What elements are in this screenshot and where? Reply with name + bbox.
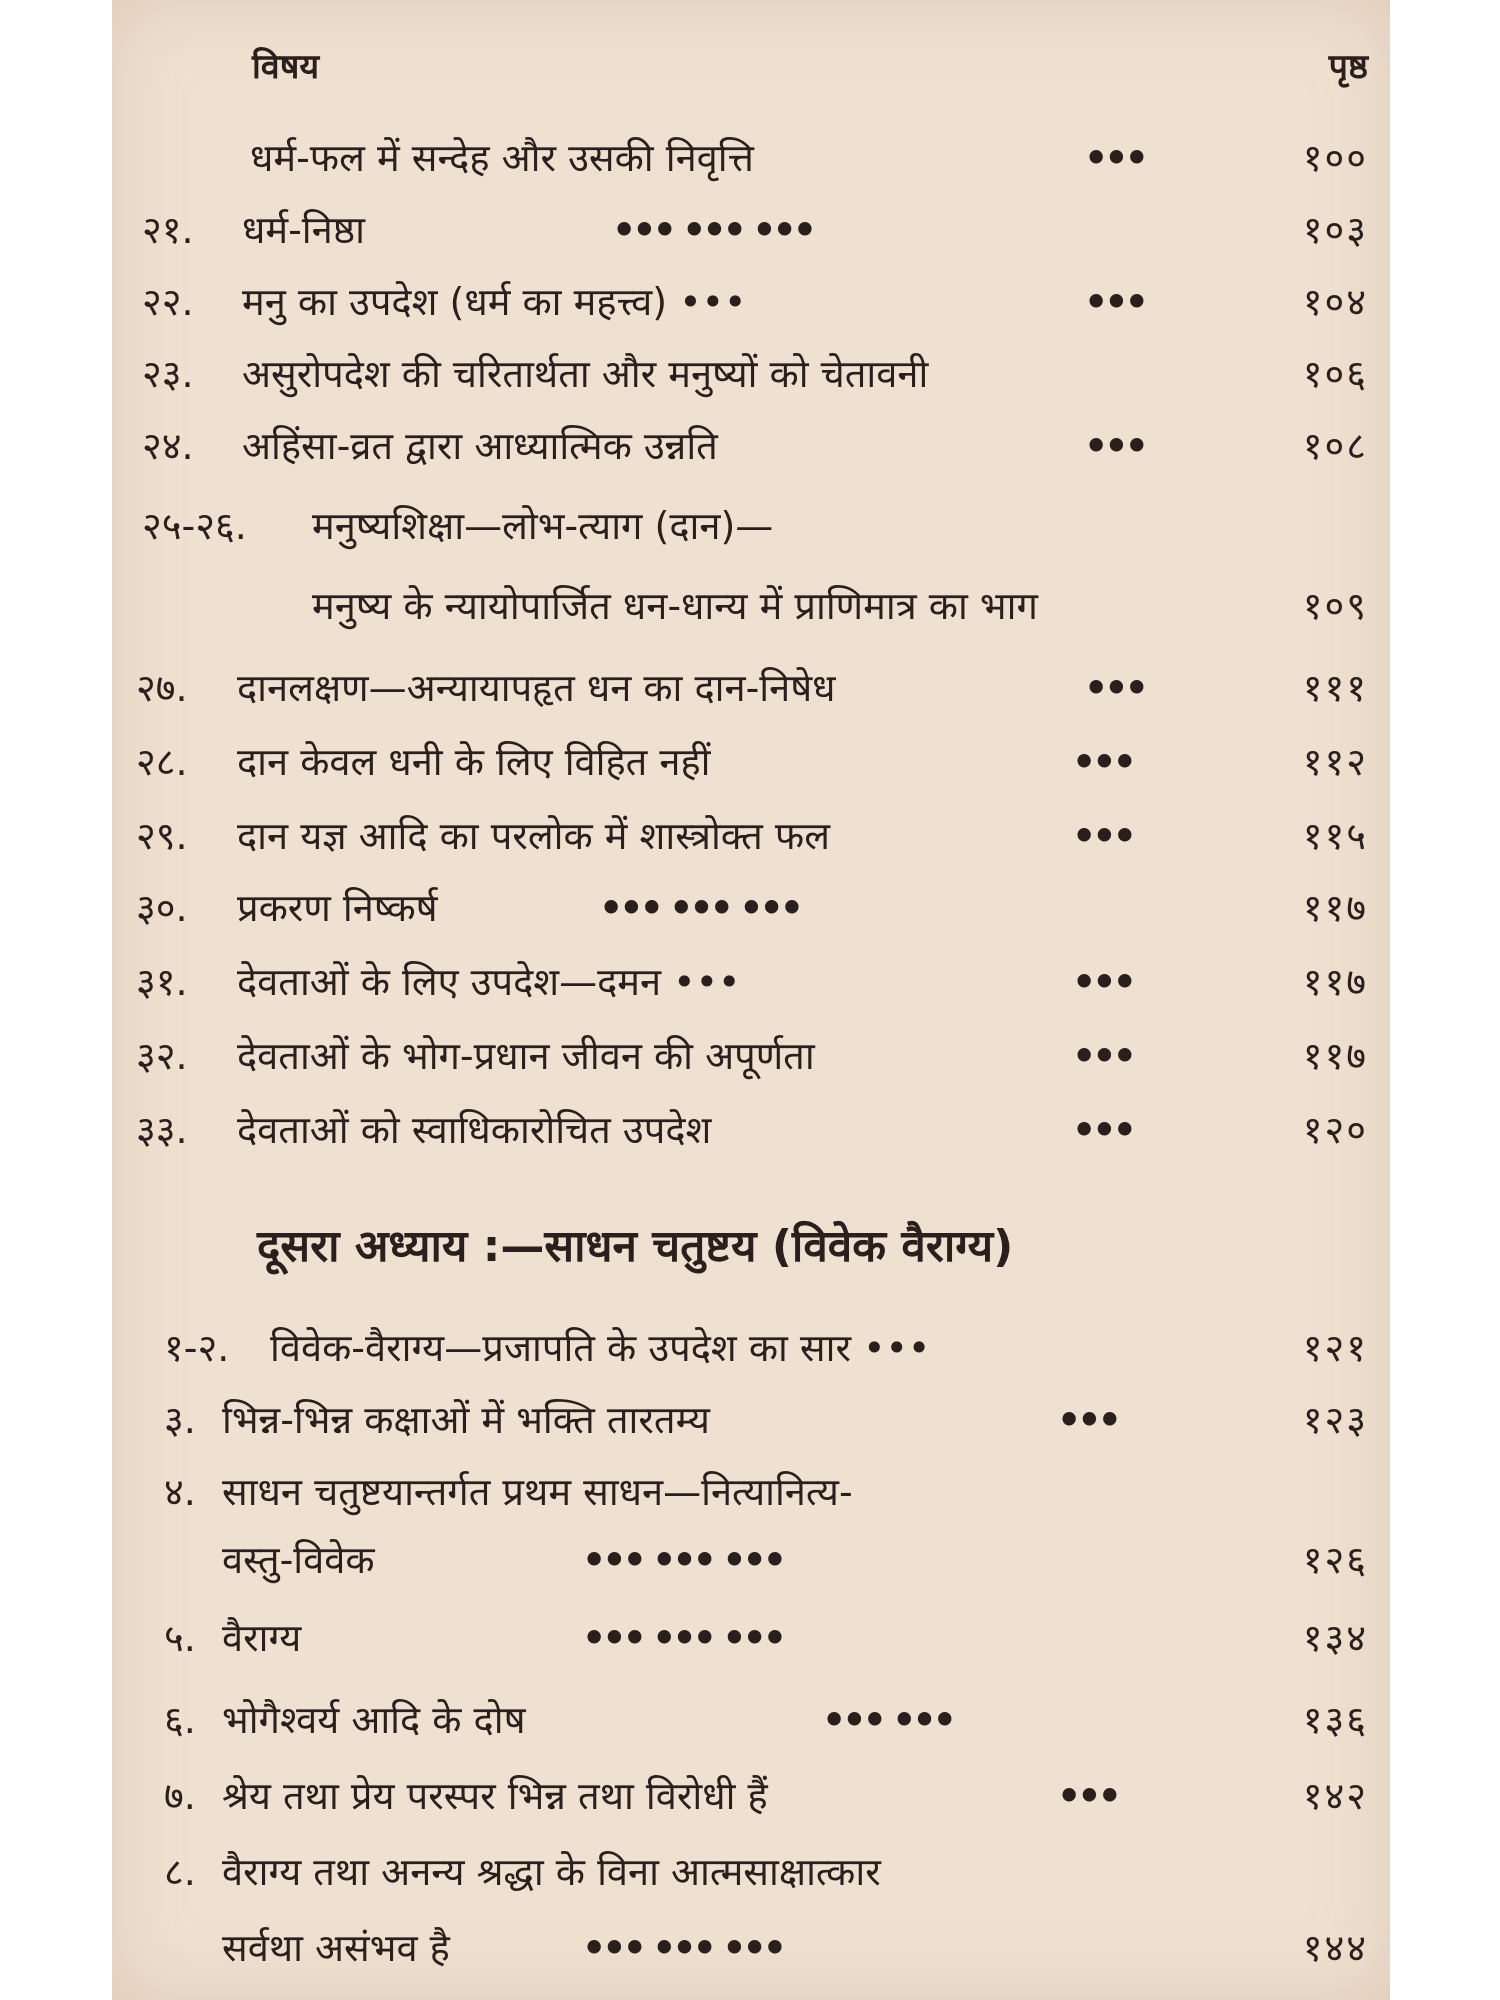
page-column-header: पृष्ठ (1328, 47, 1368, 87)
entry-page: १३४ (1302, 1616, 1368, 1660)
entry-title: श्रेय तथा प्रेय परस्पर भिन्न तथा विरोधी हैं (222, 1774, 768, 1818)
entry-number: २५-२६. (142, 504, 247, 548)
toc-entry-continuation (112, 576, 1390, 636)
entry-title: सर्वथा असंभव है (222, 1926, 450, 1970)
toc-entry (112, 344, 1390, 404)
toc-entry (112, 1842, 1390, 1902)
entry-page: १०३ (1302, 208, 1368, 252)
entry-title: अहिंसा-व्रत द्वारा आध्यात्मिक उन्नति (242, 424, 718, 468)
entry-page: १०४ (1302, 280, 1368, 324)
entry-dots: ••• (1084, 666, 1145, 710)
entry-page: १०० (1302, 136, 1368, 180)
entry-number: ८. (164, 1850, 196, 1894)
entry-number: २९. (136, 814, 188, 858)
entry-page: ११७ (1302, 960, 1368, 1004)
entry-dots: ••• (1057, 1398, 1118, 1442)
entry-number: ७. (164, 1774, 196, 1818)
entry-title: भिन्न-भिन्न कक्षाओं में भक्ति तारतम्य (222, 1398, 710, 1442)
entry-title: मनुष्य के न्यायोपार्जित धन-धान्य में प्राणिमात्र का भाग (312, 584, 1038, 628)
entry-dots: ••• (1072, 1108, 1133, 1152)
toc-entry (112, 200, 1390, 260)
entry-number: ५. (164, 1616, 196, 1660)
entry-page: १११ (1302, 666, 1368, 710)
entry-page: १२१ (1302, 1326, 1368, 1370)
toc-entry (112, 416, 1390, 476)
entry-dots: ••• ••• (822, 1698, 953, 1742)
entry-title: धर्म-फल में सन्देह और उसकी निवृत्ति (250, 136, 754, 180)
entry-page: ११७ (1302, 886, 1368, 930)
entry-page: ११५ (1302, 814, 1368, 858)
entry-page: १०६ (1302, 352, 1368, 396)
toc-entry (112, 128, 1390, 188)
entry-dots: ••• ••• ••• (612, 208, 814, 252)
entry-title: वस्तु-विवेक (222, 1538, 375, 1582)
entry-title: प्रकरण निष्कर्ष (237, 886, 438, 930)
entry-title: वैराग्य तथा अनन्य श्रद्धा के विना आत्मसाक्षात्कार (222, 1850, 881, 1894)
chapter-heading: दूसरा अध्याय :—साधन चतुष्टय (विवेक वैराग्य) (257, 1221, 1014, 1272)
toc-entry (112, 658, 1390, 718)
toc-entry (112, 1766, 1390, 1826)
entry-title: धर्म-निष्ठा (242, 208, 365, 252)
entry-dots: ••• (1057, 1774, 1118, 1818)
toc-entry (112, 496, 1390, 556)
toc-entry (112, 272, 1390, 332)
entry-page: १०९ (1302, 584, 1368, 628)
toc-entry (112, 806, 1390, 866)
entry-title: देवताओं को स्वाधिकारोचित उपदेश (237, 1108, 712, 1152)
entry-dots: ••• ••• ••• (599, 886, 801, 930)
entry-title: असुरोपदेश की चरितार्थता और मनुष्यों को चेतावनी (242, 352, 929, 396)
book-page (112, 0, 1390, 2000)
entry-title: देवताओं के भोग-प्रधान जीवन की अपूर्णता (237, 1034, 815, 1078)
entry-page: १२० (1302, 1108, 1368, 1152)
toc-entry (112, 1690, 1390, 1750)
entry-number: २३. (142, 352, 194, 396)
entry-page: १३६ (1302, 1698, 1368, 1742)
entry-page: ११२ (1302, 740, 1368, 784)
entry-title: भोगैश्वर्य आदि के दोष (222, 1698, 526, 1742)
entry-dots: ••• (1072, 1034, 1133, 1078)
subject-column-header: विषय (252, 47, 320, 87)
toc-entry (112, 878, 1390, 938)
entry-title: विवेक-वैराग्य—प्रजापति के उपदेश का सार ••• (270, 1326, 931, 1370)
entry-number: २८. (136, 740, 188, 784)
entry-dots: ••• ••• ••• (582, 1616, 784, 1660)
entry-number: ३०. (136, 886, 188, 930)
entry-page: १२६ (1302, 1538, 1368, 1582)
entry-number: २४. (142, 424, 194, 468)
entry-title: दानलक्षण—अन्यायापहृत धन का दान-निषेध (237, 666, 836, 710)
toc-entry (112, 732, 1390, 792)
entry-dots: ••• (1084, 136, 1145, 180)
entry-title: वैराग्य (222, 1616, 302, 1660)
entry-number: ३. (164, 1398, 196, 1442)
entry-dots: ••• (1072, 814, 1133, 858)
entry-dots: ••• (1084, 424, 1145, 468)
toc-entry (112, 952, 1390, 1012)
entry-dots: ••• (1072, 740, 1133, 784)
entry-page: १२३ (1302, 1398, 1368, 1442)
entry-title: दान यज्ञ आदि का परलोक में शास्त्रोक्त फल (237, 814, 830, 858)
toc-entry (112, 1100, 1390, 1160)
entry-number: १-२. (164, 1326, 230, 1370)
entry-title: देवताओं के लिए उपदेश—दमन ••• (237, 960, 741, 1004)
entry-title: मनु का उपदेश (धर्म का महत्त्व) ••• (242, 280, 747, 324)
toc-entry (112, 1318, 1390, 1378)
entry-number: २२. (142, 280, 194, 324)
entry-number: २७. (136, 666, 188, 710)
entry-number: ४. (164, 1470, 196, 1514)
entry-title: दान केवल धनी के लिए विहित नहीं (237, 740, 711, 784)
entry-title: मनुष्यशिक्षा—लोभ-त्याग (दान)— (312, 504, 774, 548)
entry-title: साधन चतुष्टयान्तर्गत प्रथम साधन—नित्यानित्य- (222, 1470, 853, 1514)
entry-page: १४२ (1302, 1774, 1368, 1818)
toc-entry (112, 1390, 1390, 1450)
toc-entry (112, 1608, 1390, 1668)
entry-dots: ••• ••• ••• (582, 1538, 784, 1582)
entry-number: ३२. (136, 1034, 188, 1078)
entry-page: १०८ (1302, 424, 1368, 468)
entry-dots: ••• ••• ••• (582, 1926, 784, 1970)
toc-entry (112, 1462, 1390, 1522)
entry-dots: ••• (1084, 280, 1145, 324)
entry-page: १४४ (1302, 1926, 1368, 1970)
entry-number: २१. (142, 208, 194, 252)
entry-number: ६. (164, 1698, 196, 1742)
toc-entry-continuation (112, 1530, 1390, 1590)
entry-dots: ••• (1072, 960, 1133, 1004)
entry-number: ३१. (136, 960, 188, 1004)
toc-entry (112, 1026, 1390, 1086)
entry-number: ३३. (136, 1108, 188, 1152)
entry-page: ११७ (1302, 1034, 1368, 1078)
toc-entry-continuation (112, 1918, 1390, 1978)
